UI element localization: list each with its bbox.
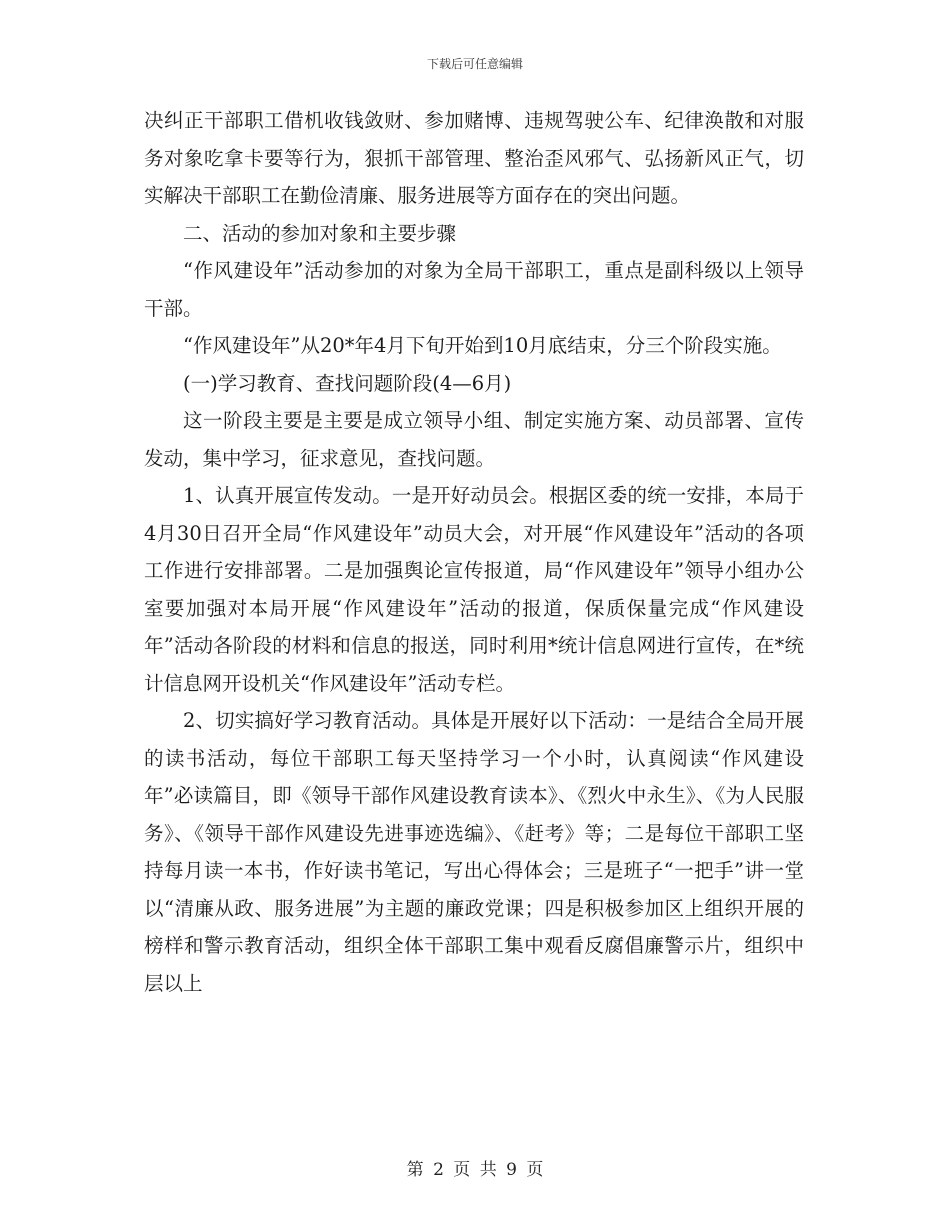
paragraph-study-education: 2、切实搞好学习教育活动。具体是开展好以下活动：一是结合全局开展的读书活动，每位干部职工每天坚持学习一个小时，认真阅读“作风建设年”必读篇目，即《领导干部作风建设教育读本》、《烈火中永生》、《为人民服务》、《领导干部作风建设先进事迹选编》、《赶考》等；二是每位干部职工坚持每月读一本书，作好读书笔记，写出心得体会；三是班子“一把手”讲一堂以“清廉从政、服务进展”为主题的廉政党课；四是积极参加区上组织开展的榜样和警示教育活动，组织全体干部职工集中观看反腐倡廉警示片，组织中层以上: [144, 709, 804, 995]
page-header: 下载后可任意编辑: [426, 57, 523, 71]
subsection-heading-1: (一)学习教育、查找问题阶段(4—6月): [183, 371, 512, 395]
paragraph-stage-summary: 这一阶段主要是主要是成立领导小组、制定实施方案、动员部署、宣传发动，集中学习，征求意见，查找问题。: [144, 409, 804, 470]
paragraph-schedule: “作风建设年”从20*年4月下旬开始到10月底结束，分三个阶段实施。: [183, 334, 782, 357]
page-number: 第 2 页 共 9 页: [406, 1160, 544, 1180]
paragraph-publicity: 1、认真开展宣传发动。一是开好动员会。根据区委的统一安排，本局于4月30日召开全局“作风建设年”动员大会，对开展“作风建设年”活动的各项工作进行安排部署。二是加强舆论宣传报道，局“作风建设年”领导小组办公室要加强对本局开展“作风建设年”活动的报道，保质保量完成“作风建设年”活动各阶段的材料和信息的报送，同时利用*统计信息网进行宣传，在*统计信息网开设机关“作风建设年”活动专栏。: [144, 484, 804, 695]
paragraph-participants: “作风建设年”活动参加的对象为全局干部职工，重点是副科级以上领导干部。: [144, 259, 804, 320]
document-body: [144, 102, 804, 1002]
section-heading-2: 二、活动的参加对象和主要步骤: [183, 221, 457, 245]
paragraph-1: 决纠正干部职工借机收钱敛财、参加赌博、违规驾驶公车、纪律涣散和对服务对象吃拿卡要等行为，狠抓干部管理、整治歪风邪气、弘扬新风正气，切实解决干部职工在勤俭清廉、服务进展等方面存在的突出问题。: [144, 109, 804, 207]
